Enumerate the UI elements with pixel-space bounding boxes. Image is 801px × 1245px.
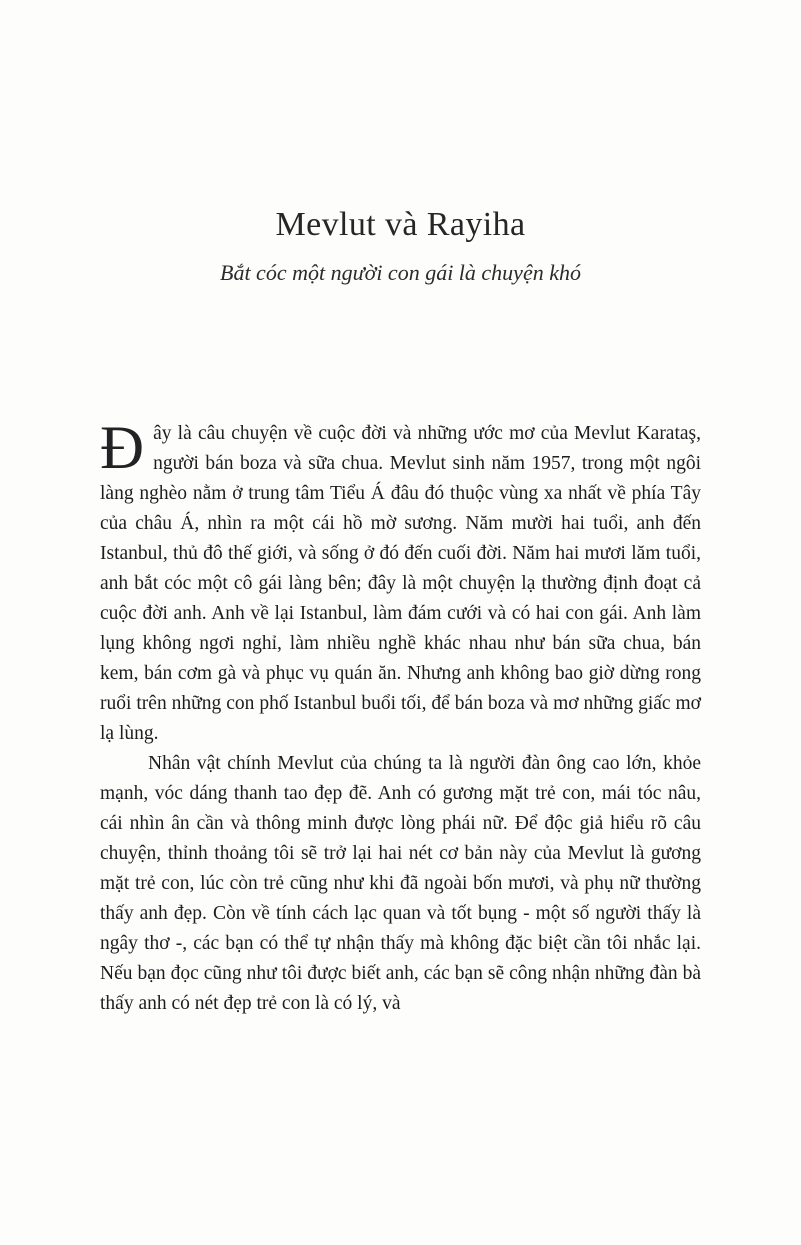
paragraph-1 [100, 415, 701, 749]
chapter-subtitle: Bắt cóc một người con gái là chuyện khó [220, 260, 581, 285]
paragraph-2: Nhân vật chính Mevlut của chúng ta là người đàn ông cao lớn, khỏe mạnh, vóc dáng thanh tao đẹp đẽ. Anh có gương mặt trẻ con, mái tóc nâu, cái nhìn ân cần và thông minh được lòng phái nữ. Để độc giả hiểu rõ câu chuyện, thỉnh thoảng tôi sẽ trở lại hai nét cơ bản này của Mevlut là gương mặt trẻ con, lúc còn trẻ cũng như khi đã ngoài bốn mươi, và phụ nữ thường thấy anh đẹp. Còn về tính cách lạc quan và tốt bụng - một số người thấy là ngây thơ -, các bạn có thể tự nhận thấy mà không đặc biệt cần tôi nhắc lại. Nếu bạn đọc cũng như tôi được biết anh, các bạn sẽ công nhận những đàn bà thấy anh có nét đẹp trẻ con là có lý, và [100, 753, 701, 1014]
paragraph-1-text: ây là câu chuyện về cuộc đời và những ước mơ của Mevlut Karataş, người bán boza và sữa chua. Mevlut sinh năm 1957, trong một ngôi làng nghèo nằm ở trung tâm Tiểu Á đâu đó thuộc vùng xa nhất về phía Tây của châu Á, nhìn ra một cái hồ mờ sương. Năm mười hai tuổi, anh đến Istanbul, thủ đô thế giới, và sống ở đó đến cuối đời. Năm hai mươi lăm tuổi, anh bắt cóc một cô gái làng bên; đây là một chuyện lạ thường định đoạt cả cuộc đời anh. Anh về lại Istanbul, làm đám cưới và có hai con gái. Anh làm lụng không ngơi nghỉ, làm nhiều nghề khác nhau như bán sữa chua, bán kem, bán cơm gà và phục vụ quán ăn. Nhưng anh không bao giờ dừng rong ruổi trên những con phố Istanbul buổi tối, để bán boza và mơ những giấc mơ lạ lùng. [100, 423, 701, 744]
dropcap-letter: Đ [100, 415, 145, 482]
chapter-title: Mevlut và Rayiha [275, 206, 526, 243]
body-text [100, 415, 701, 1019]
